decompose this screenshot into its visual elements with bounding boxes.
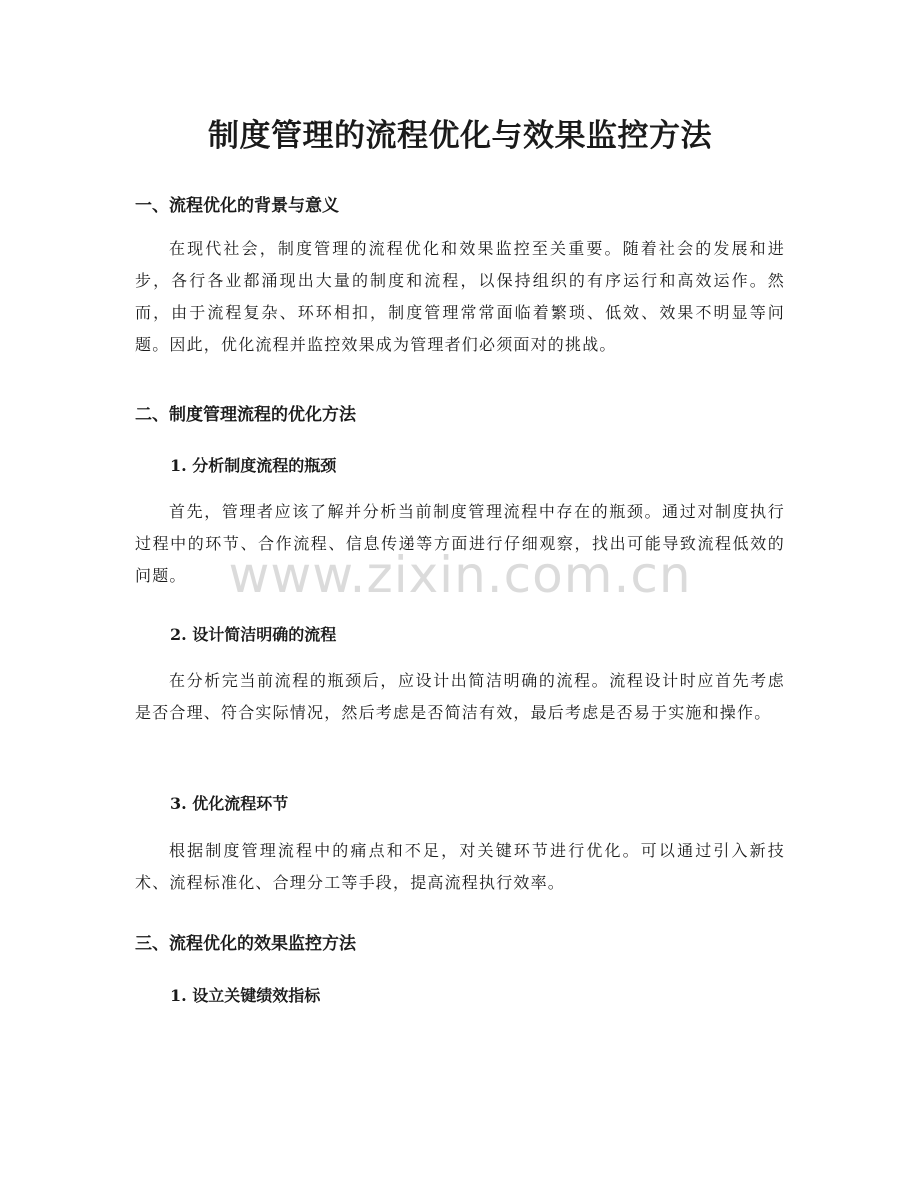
section-heading-3: 三、流程优化的效果监控方法 [135,934,356,954]
subsection-2-2-paragraph: 在分析完当前流程的瓶颈后，应设计出简洁明确的流程。流程设计时应首先考虑是否合理、符合实际情况，然后考虑是否简洁有效，最后考虑是否易于实施和操作。 [135,671,785,722]
subheading-2-3: 3. 优化流程环节 [170,794,289,813]
section-heading-1: 一、流程优化的背景与意义 [135,196,339,216]
subheading-2-1: 1. 分析制度流程的瓶颈 [170,456,337,475]
watermark-text: www.zixin.com.cn [228,546,692,604]
document-title: 制度管理的流程优化与效果监控方法 [208,118,712,154]
subsection-2-3-paragraph: 根据制度管理流程中的痛点和不足，对关键环节进行优化。可以通过引入新技术、流程标准化、合理分工等手段，提高流程执行效率。 [135,841,785,892]
section-heading-2: 二、制度管理流程的优化方法 [135,405,356,425]
subsection-2-1-paragraph: 首先，管理者应该了解并分析当前制度管理流程中存在的瓶颈。通过对制度执行过程中的环节、合作流程、信息传递等方面进行仔细观察，找出可能导致流程低效的问题。 [135,502,785,585]
section-1-paragraph: 在现代社会，制度管理的流程优化和效果监控至关重要。随着社会的发展和进步，各行各业都涌现出大量的制度和流程，以保持组织的有序运行和高效运作。然而，由于流程复杂、环环相扣，制度管理常常面临着繁琐、低效、效果不明显等问题。因此，优化流程并监控效果成为管理者们必须面对的挑战。 [135,239,785,354]
subheading-2-2: 2. 设计简洁明确的流程 [170,625,337,644]
subheading-3-1: 1. 设立关键绩效指标 [170,986,321,1005]
